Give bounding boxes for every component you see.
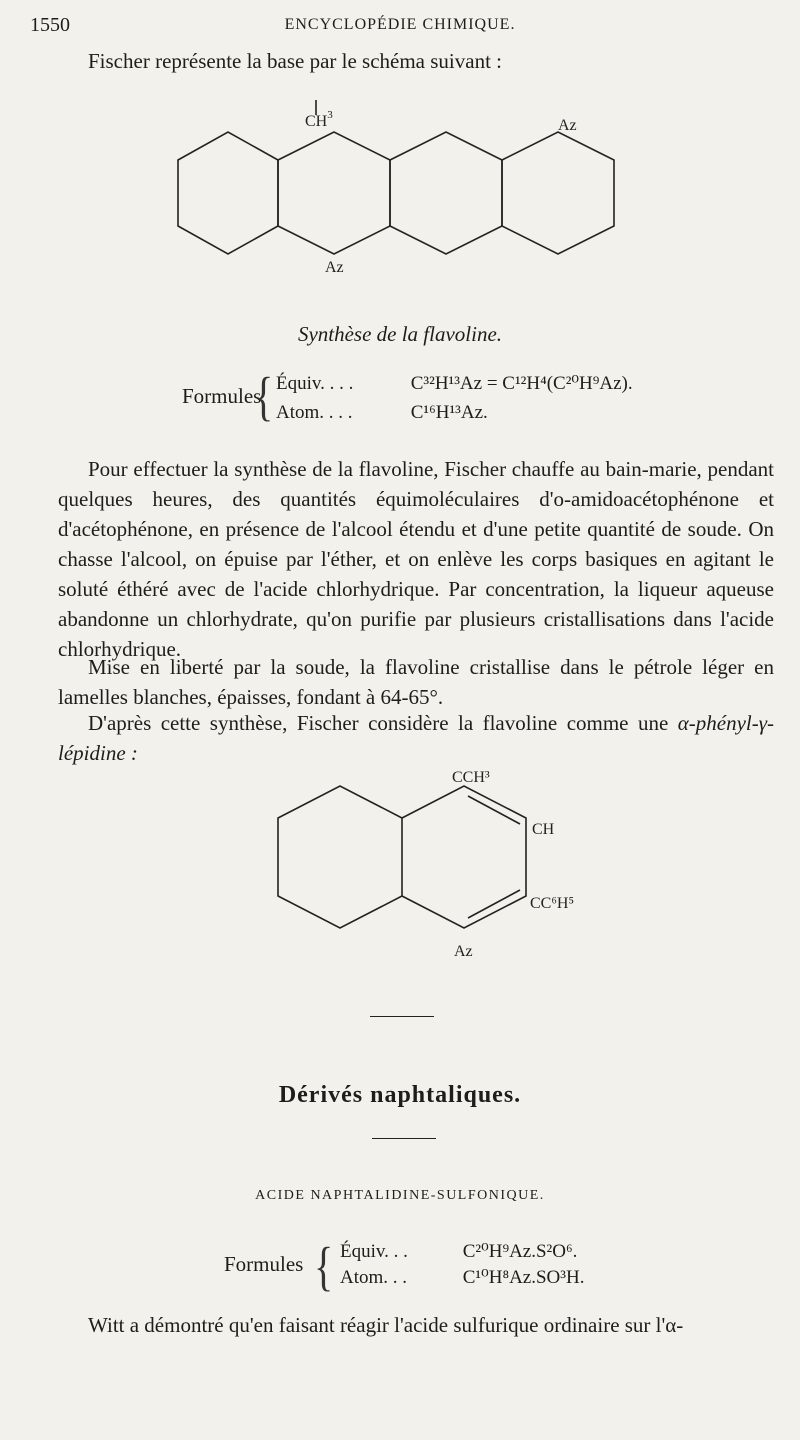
phenyl-lepidine-paragraph: D'après cette synthèse, Fischer considère la flavoline comme une α-phényl-γ-lépidine : [58, 711, 774, 765]
methyl-label: $CH^3$ [305, 109, 333, 130]
formula-atom-row [276, 402, 488, 424]
synthesis-paragraph: Pour effectuer la synthèse de la flavoline, Fischer chauffe au bain-marie, pendant quelques heures, des quantités équimoléculaires d'o-amidoacétophénone et d'acétophénone, en présence de l'alcool étendu et d'une petite quantité de soude. On chasse l'alcool, on épuise par l'éther, et on enlève les corps basiques en agitant le soluté éthéré avec de l'acide chlorhydrique. Par concentration, la liqueur aqueuse abandonne un chlorhydrate, qu'on purifie par plusieurs cristallisations dans l'acide chlorhydrique. [58, 457, 774, 661]
flavoline-schema-structure [0, 60, 800, 330]
equiv-term-2: Équiv. . . [340, 1241, 408, 1262]
section-title: Dérivés naphtaliques. [278, 1082, 522, 1108]
formula-atom-row-2 [340, 1266, 584, 1289]
phenyl-label: CC⁶H⁵ [530, 895, 575, 912]
equiv-formula-2: C²⁰H⁹Az.S²O⁶. [462, 1241, 578, 1262]
formulas-label: Formules [182, 384, 262, 408]
phenyl-lepidine-structure [0, 760, 800, 970]
equiv-formula: C³²H¹³Az = C¹²H⁴(C²⁰H⁹Az). [410, 373, 633, 394]
az-label: Az [454, 943, 473, 960]
atom-formula: C¹⁶H¹³Az. [410, 402, 488, 423]
ring-2 [278, 132, 390, 254]
formula-equiv-row-2 [340, 1240, 577, 1263]
az-label-top: Az [558, 117, 577, 134]
ring-1 [178, 132, 278, 254]
brace-symbol-2: { [314, 1235, 334, 1297]
atom-formula-2: C¹⁰H⁸Az.SO³H. [462, 1267, 585, 1288]
ring-4 [502, 132, 614, 254]
atom-term: Atom. . . . [276, 402, 353, 423]
formula-equiv-row [276, 372, 633, 395]
equiv-term: Équiv. . . . [276, 373, 354, 394]
page-header [30, 14, 770, 40]
intro-paragraph: Fischer représente la base par le schéma suivant : [88, 49, 503, 73]
crystallization-paragraph: Mise en liberté par la soude, la flavoline cristallise dans le pétrole léger en lamelles blanches, épaisses, fondant à 64-65°. [58, 655, 774, 709]
page-number: 1550 [30, 14, 70, 36]
subsection-title: ACIDE NAPHTALIDINE-SULFONIQUE. [255, 1188, 545, 1203]
running-head: ENCYCLOPÉDIE CHIMIQUE. [284, 16, 516, 33]
figure-caption: Synthèse de la flavoline. [297, 322, 503, 346]
divider-rule-1 [370, 1016, 434, 1017]
divider-rule-2 [372, 1138, 436, 1139]
ch-label: CH [532, 821, 555, 838]
phenyl-lepidine-term: α-phényl-γ-lépidine : [58, 711, 774, 765]
atom-term-2: Atom. . . [340, 1267, 408, 1288]
methyl-carbon-label: CCH³ [452, 769, 490, 786]
az-label-bottom: Az [325, 259, 344, 276]
benzene-ring [278, 786, 402, 928]
ring-3 [390, 132, 502, 254]
pyridine-ring [402, 786, 526, 928]
witt-paragraph: Witt a démontré qu'en faisant réagir l'acide sulfurique ordinaire sur l'α- [88, 1313, 684, 1337]
formulas-label-2: Formules [224, 1252, 304, 1276]
brace-symbol: { [254, 365, 274, 427]
